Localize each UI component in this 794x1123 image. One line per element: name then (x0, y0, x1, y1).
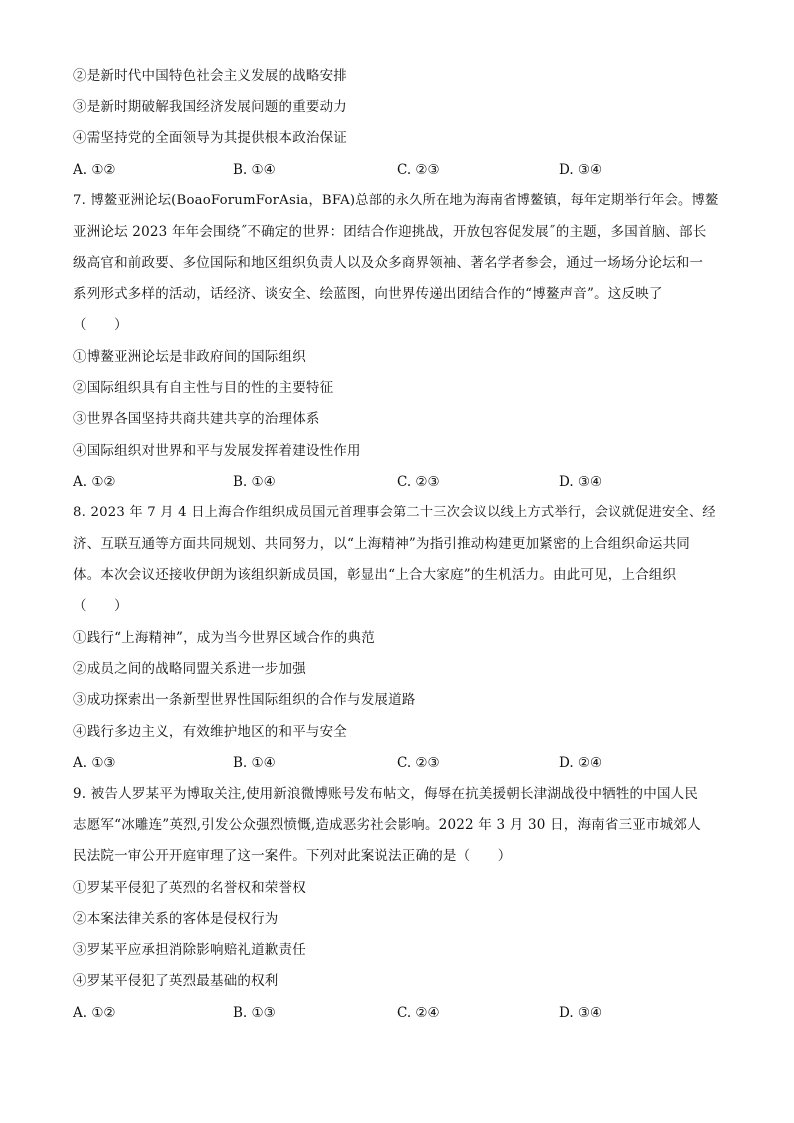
q9-stem-line-1: 9. 被告人罗某平为博取关注,使用新浪微博账号发布帖文，侮辱在抗美援朝长津湖战役中牺牲的中国人民 (73, 786, 699, 802)
q7-item-1: ①博鳌亚洲论坛是非政府间的国际组织 (73, 349, 306, 365)
q9-option-c[interactable]: C. ②④ (397, 1005, 440, 1021)
q7-stem-line-3: 级高官和前政要、多位国际和地区组织负责人以及众多商界领袖、著名学者参会，通过一场场分论坛和一 (73, 255, 704, 271)
q8-option-a[interactable]: A. ①③ (73, 755, 116, 771)
q8-item-4: ④践行多边主义，有效维护地区的和平与安全 (73, 724, 347, 740)
q9-stem-line-2: 志愿军“冰雕连”英烈,引发公众强烈愤慨,造成恶劣社会影响。2022 年 3 月 30 日，海南省三亚市城郊人 (73, 817, 701, 833)
q7-option-b[interactable]: B. ①④ (233, 474, 276, 490)
q9-option-b[interactable]: B. ①③ (233, 1005, 276, 1021)
q8-answer-blank: （ ） (73, 598, 128, 614)
q8-option-d[interactable]: D. ②④ (559, 755, 603, 771)
q6-options (73, 160, 723, 180)
q8-stem-line-1: 8. 2023 年 7 月 4 日上海合作组织成员国元首理事会第二十三次会议以线上方式举行，会议就促进安全、经 (73, 505, 716, 520)
q6-item-2: ②是新时代中国特色社会主义发展的战略安排 (73, 68, 347, 84)
q6-item-3: ③是新时期破解我国经济发展问题的重要动力 (73, 99, 347, 115)
q8-item-3: ③成功探索出一条新型世界性国际组织的合作与发展道路 (73, 692, 416, 708)
q7-options (73, 472, 723, 492)
q6-item-4: ④需坚持党的全面领导为其提供根本政治保证 (73, 130, 347, 146)
q7-item-3: ③世界各国坚持共商共建共享的治理体系 (73, 411, 320, 427)
q8-item-1: ①践行“上海精神”，成为当今世界区域合作的典范 (73, 630, 375, 646)
q8-option-b[interactable]: B. ①④ (233, 755, 276, 771)
q9-options (73, 1003, 723, 1023)
q9-option-a[interactable]: A. ①② (73, 1005, 116, 1021)
q7-stem-line-1: 7. 博鳌亚洲论坛(BoaoForumForAsia，BFA)总部的永久所在地为海南省博鳌镇，每年定期举行年会。博鳌 (73, 193, 719, 208)
q6-option-b[interactable]: B. ①④ (233, 162, 276, 178)
q9-item-2: ②本案法律关系的客体是侵权行为 (73, 911, 279, 927)
q8-option-c[interactable]: C. ②③ (397, 755, 440, 771)
q6-option-d[interactable]: D. ③④ (559, 162, 603, 178)
q9-item-3: ③罗某平应承担消除影响赔礼道歉责任 (73, 942, 306, 958)
q8-options (73, 753, 723, 773)
q9-item-1: ①罗某平侵犯了英烈的名誉权和荣誉权 (73, 880, 306, 896)
q7-item-4: ④国际组织对世界和平与发展发挥着建设性作用 (73, 443, 361, 459)
q8-item-2: ②成员之间的战略同盟关系进一步加强 (73, 661, 306, 677)
q7-option-a[interactable]: A. ①② (73, 474, 116, 490)
q9-stem-line-3: 民法院一审公开开庭审理了这一案件。下列对此案说法正确的是（ ） (73, 848, 512, 864)
q8-stem-line-2: 济、互联互通等方面共同规划、共同努力，以“上海精神”为指引推动构建更加紧密的上合组织命运共同 (73, 536, 691, 552)
q8-stem-line-3: 体。本次会议还接收伊朗为该组织新成员国，彰显出“上合大家庭”的生机活力。由此可见，上合组织 (73, 567, 677, 583)
q7-option-c[interactable]: C. ②③ (397, 474, 440, 490)
q7-stem-line-4: 系列形式多样的活动，话经济、谈安全、绘蓝图，向世界传递出团结合作的“博鳌声音”。这反映了 (73, 286, 663, 302)
q9-item-4: ④罗某平侵犯了英烈最基础的权利 (73, 973, 279, 989)
q6-option-a[interactable]: A. ①② (73, 162, 116, 178)
q6-option-c[interactable]: C. ②③ (397, 162, 440, 178)
q7-stem-line-2: 亚洲论坛 2023 年年会围绕˝不确定的世界：团结合作迎挑战，开放包容促发展˝的主题，多国首脑、部长 (73, 224, 707, 240)
q7-answer-blank: （ ） (73, 317, 128, 333)
q7-option-d[interactable]: D. ③④ (559, 474, 603, 490)
q9-option-d[interactable]: D. ③④ (559, 1005, 603, 1021)
q7-item-2: ②国际组织具有自主性与目的性的主要特征 (73, 380, 334, 396)
